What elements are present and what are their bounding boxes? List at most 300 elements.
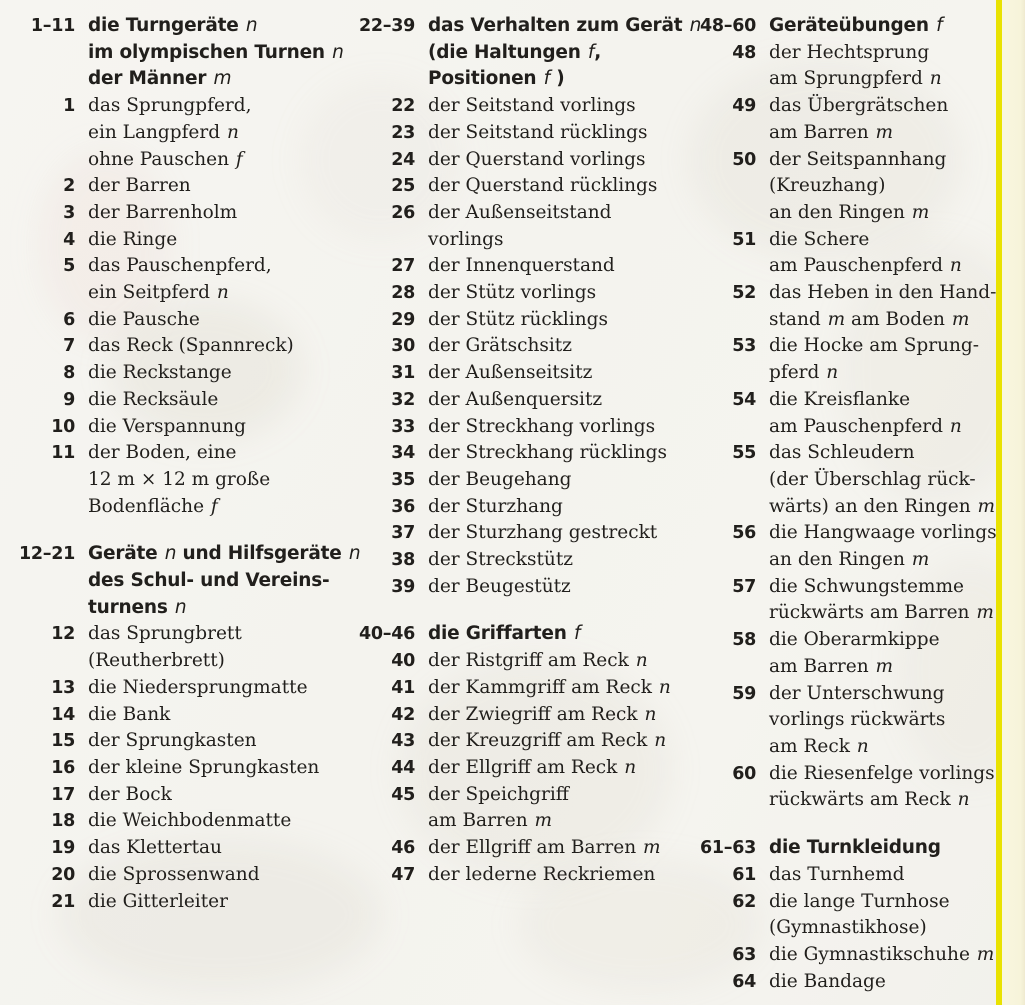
text-segment: das Reck (Spannreck) [88,335,294,357]
entry-number: 13 [51,677,75,698]
entry-number: 61 [732,864,756,885]
text-segment: der Querstand vorlings [428,148,646,170]
entry-line [769,707,1002,734]
text-segment: rückwärts am Reck [769,789,957,811]
text-segment: am Barren [769,655,875,677]
entry-line [769,253,1002,280]
entry-line [88,227,340,254]
gender-marker: n [226,121,239,143]
entry-line [428,702,685,729]
entry-line [88,621,340,648]
text-segment: die Sprossenwand [88,863,260,885]
entry-number: 43 [391,731,415,752]
entry-number: 63 [732,944,756,965]
entry-number: 12 [51,624,75,645]
entry-line [88,702,340,729]
entry-row [9,702,340,729]
entry-row [690,93,1002,146]
text-segment: am Barren [428,810,534,832]
entry-line [88,387,340,414]
entry-line [428,574,685,601]
gender-marker: f [210,495,218,517]
entry-text [428,414,685,441]
text-segment: der Seitstand vorlings [428,95,636,117]
entry-line [769,66,1002,93]
section-heading-row [349,13,702,93]
entry-row [349,547,685,574]
section-heading-row [9,541,361,621]
text-segment: turnens [88,596,174,618]
entry-text [769,93,1002,146]
text-segment: der Sprungkasten [88,730,257,752]
entry-text [428,862,685,889]
entry-line [88,360,340,387]
text-segment: die Oberarmkippe [769,629,940,651]
entry-text [88,782,340,809]
entry-line [769,173,1002,200]
entry-line [88,333,340,360]
text-segment: der Stütz vorlings [428,282,597,304]
entry-row [690,40,1002,93]
gender-marker: n [949,415,962,437]
column-1 [9,13,361,936]
section-heading-row [349,621,685,648]
entry-text [88,755,340,782]
entry-row [349,173,685,200]
gender-marker: m [534,810,553,832]
entry-number: 2 [63,176,75,197]
entry-line [428,360,685,387]
entry-text [769,889,1002,942]
entry-number: 24 [391,149,415,170]
gender-marker: n [348,543,361,565]
entry-text [428,440,685,467]
entry-text [769,40,1002,93]
text-segment: 12 m × 12 m große [88,468,271,490]
entry-number: 27 [391,256,415,277]
text-segment: die Griffarten [428,623,573,645]
entry-number: 53 [732,336,756,357]
text-segment: die Riesenfelge vorlings [769,762,995,784]
entry-text [428,782,685,835]
entry-row [690,280,1002,333]
text-segment: Positionen [428,68,543,90]
entry-line [428,835,685,862]
entry-line [769,915,1002,942]
entry-line [769,387,1002,414]
entry-row [349,728,685,755]
entry-number: 39 [391,576,415,597]
entry-text [428,120,685,147]
entry-line [769,120,1002,147]
gender-marker: m [213,68,232,90]
entry-line [769,574,1002,601]
gender-marker: m [875,121,894,143]
entry-row [9,173,340,200]
text-segment: der Zwiegriff am Reck [428,703,644,725]
text-segment: der Innenquerstand [428,255,615,277]
section-range: 48–60 [700,16,756,36]
entry-number: 56 [732,523,756,544]
entry-text [428,93,685,120]
section-22–39 [349,13,702,600]
entry-number: 60 [732,763,756,784]
entry-row [690,520,1002,573]
gender-marker: n [929,68,942,90]
text-segment: das Turnhemd [769,863,905,885]
section-12–21 [9,541,361,915]
entry-text [769,280,1002,333]
entry-line [428,66,685,93]
entry-text [769,440,1002,520]
text-segment: an den Ringen [769,549,911,571]
entry-number: 19 [51,838,75,859]
entry-text [88,702,340,729]
entry-text [769,761,1002,814]
text-segment: am Barren [769,121,875,143]
text-segment: rückwärts am Barren [769,602,976,624]
entry-text [428,675,685,702]
gender-marker: f [936,15,943,36]
entry-number: 17 [51,784,75,805]
entry-text [428,387,685,414]
entry-line [428,547,685,574]
column-2 [349,13,702,910]
section-range: 40–46 [359,624,415,645]
entry-text [428,520,685,547]
text-segment: der Ellgriff am Barren [428,837,642,859]
text-segment: die lange Turnhose [769,890,950,912]
entry-line [88,889,340,916]
text-segment: (Gymnastikhose) [769,917,927,939]
entry-row [349,200,685,253]
entry-number: 41 [391,677,415,698]
entry-row [9,755,340,782]
entry-row [349,782,685,835]
gender-marker: n [644,703,657,725]
text-segment: der Außenseitsitz [428,362,593,384]
entry-line [769,627,1002,654]
entry-text [428,280,685,307]
entry-line [88,147,340,174]
entry-text [769,862,1002,889]
entry-row [9,360,340,387]
entry-number: 5 [63,256,75,277]
section-title [769,835,1002,862]
entry-line [769,835,1002,862]
text-segment: der Ristgriff am Reck [428,650,635,672]
entry-line [769,654,1002,681]
entry-row [9,675,340,702]
entry-row [349,387,685,414]
column-3 [690,13,1002,1005]
entry-text [428,574,685,601]
entry-text [428,333,685,360]
entry-text [88,835,340,862]
entry-text [428,728,685,755]
text-segment: das Sprungpferd, [88,95,252,117]
gender-marker: m [951,308,970,330]
gender-marker: f [587,41,595,63]
entry-number: 33 [391,416,415,437]
text-segment: die Verspannung [88,415,246,437]
page-edge [1002,0,1025,1005]
gender-marker: f [573,623,581,645]
text-segment: das Klettertau [88,837,222,859]
section-range: 22–39 [359,16,415,36]
entry-line [88,595,340,622]
entry-line [88,40,344,67]
gender-marker: n [856,735,869,757]
entry-text [428,547,685,574]
entry-row [349,520,685,547]
gender-marker: n [826,362,839,384]
text-segment: die Schere [769,228,870,250]
entry-line [428,520,685,547]
entry-number: 16 [51,757,75,778]
entry-text [88,862,340,889]
entry-text [769,227,1002,280]
entry-text [769,627,1002,680]
text-segment: der lederne Reckriemen [428,863,656,885]
text-segment: der Barrenholm [88,201,238,223]
text-segment: vorlings [428,228,504,250]
entry-row [9,621,340,674]
text-segment: die Hocke am Sprung- [769,335,979,357]
text-segment: (Reutherbrett) [88,650,225,672]
entry-line [769,440,1002,467]
entry-number: 40 [391,651,415,672]
entry-number: 28 [391,283,415,304]
entry-row [9,808,340,835]
entry-line [428,728,685,755]
entry-line [769,681,1002,708]
gender-marker: m [976,943,995,965]
gender-marker: n [245,15,258,36]
entry-row [349,835,685,862]
entry-number: 9 [63,389,75,410]
text-segment: der Barren [88,175,191,197]
entry-text [88,675,340,702]
entry-row [9,782,340,809]
entry-line [88,648,340,675]
entry-line [428,120,685,147]
entry-number: 34 [391,443,415,464]
text-segment: der Speichgriff [428,783,569,805]
text-segment: die Kreisflanke [769,388,911,410]
entry-row [349,675,685,702]
entry-number: 57 [732,576,756,597]
entry-number: 15 [51,731,75,752]
section-48–60 [690,13,1002,814]
text-segment: die Recksäule [88,388,219,410]
section-heading-row [690,835,1002,862]
entry-row [349,414,685,441]
text-segment: (der Überschlag rück- [769,468,976,490]
entry-number: 52 [732,283,756,304]
gender-marker: m [977,495,996,517]
text-segment: der Sturzhang [428,495,563,517]
entry-text [428,360,685,387]
text-segment: das Übergrätschen [769,95,949,117]
entry-number: 54 [732,389,756,410]
entry-number: 58 [732,630,756,651]
text-segment: wärts) an den Ringen [769,495,977,517]
entry-line [769,40,1002,67]
entry-row [690,627,1002,680]
entry-line [428,862,685,889]
entry-number: 10 [51,416,75,437]
entry-line [88,782,340,809]
entry-text [428,173,685,200]
entry-row [349,93,685,120]
text-segment: Bodenfläche [88,495,210,517]
entry-line [769,494,1002,521]
entry-number: 7 [63,336,75,357]
entry-number: 46 [391,838,415,859]
text-segment: die Niedersprungmatte [88,676,308,698]
text-segment: an den Ringen [769,201,911,223]
entry-text [769,520,1002,573]
entry-number: 38 [391,550,415,571]
entry-line [769,889,1002,916]
entry-line [428,13,702,40]
gender-marker: n [174,596,187,618]
section-1–11 [9,13,344,520]
entry-line [428,414,685,441]
text-segment: stand [769,308,827,330]
text-segment: die Turngeräte [88,15,245,36]
text-segment: der Männer [88,68,213,90]
entry-row [690,761,1002,814]
text-segment: am Pauschenpferd [769,255,949,277]
text-segment: am Pauschenpferd [769,415,949,437]
text-segment: der Boden, eine [88,442,237,464]
text-segment: das Verhalten zum Gerät [428,15,689,36]
entry-text [769,574,1002,627]
text-segment: der Grätschsitz [428,335,572,357]
entry-line [88,66,340,93]
entry-text [88,387,340,414]
entry-number: 18 [51,811,75,832]
entry-row [349,280,685,307]
entry-number: 30 [391,336,415,357]
entry-text [88,93,340,173]
text-segment: die Turnkleidung [769,837,941,859]
entry-line [88,728,340,755]
entry-line [769,761,1002,788]
entry-line [428,200,685,227]
entry-row [349,147,685,174]
text-segment: der Außenquersitz [428,388,603,410]
gender-marker: n [658,676,671,698]
entry-line [769,360,1002,387]
section-heading-row [690,13,1002,40]
entry-row [690,333,1002,386]
entry-text [428,755,685,782]
entry-text [88,200,340,227]
entry-line [769,280,1002,307]
entry-row [690,862,1002,889]
gender-marker: n [654,730,667,752]
entry-text [88,227,340,254]
entry-number: 64 [732,971,756,992]
entry-number: 32 [391,389,415,410]
gender-marker: n [216,282,229,304]
entry-row [349,360,685,387]
entry-number: 29 [391,309,415,330]
entry-row [690,227,1002,280]
entry-number: 22 [391,96,415,117]
entry-text [88,414,340,441]
entry-line [769,520,1002,547]
entry-row [9,253,340,306]
entry-row [690,942,1002,969]
text-segment: die Bandage [769,970,886,992]
text-segment: das Sprungbrett [88,623,242,645]
text-segment: der Stütz rücklings [428,308,609,330]
entry-text [428,253,685,280]
entry-number: 8 [63,363,75,384]
entry-line [88,253,340,280]
gender-marker: n [689,15,702,36]
entry-row [9,414,340,441]
gender-marker: m [827,308,846,330]
entry-row [9,307,340,334]
text-segment: der Hechtsprung [769,41,930,63]
entry-text [769,333,1002,386]
entry-line [88,568,340,595]
text-segment: der Ellgriff am Reck [428,756,624,778]
entry-line [428,782,685,809]
entry-number: 62 [732,891,756,912]
entry-row [9,387,340,414]
entry-number: 36 [391,496,415,517]
entry-line [88,93,340,120]
entry-line [428,227,685,254]
text-segment: ein Seitpferd [88,282,216,304]
entry-line [769,600,1002,627]
entry-text [88,253,340,306]
text-segment: die Hangwaage vorlings [769,522,997,544]
entry-number: 6 [63,309,75,330]
entry-line [769,547,1002,574]
entry-line [88,467,340,494]
entry-row [690,440,1002,520]
text-segment: und Hilfsgeräte [176,543,348,565]
entry-number: 44 [391,757,415,778]
entry-line [769,13,1002,40]
entry-line [88,862,340,889]
entry-number: 48 [732,42,756,63]
text-segment: der Kammgriff am Reck [428,676,658,698]
entry-line [88,835,340,862]
text-segment: der kleine Sprungkasten [88,756,320,778]
entry-text [769,942,1002,969]
entry-number: 50 [732,149,756,170]
entry-text [769,147,1002,227]
text-segment: Geräteübungen [769,15,936,36]
text-segment: , [594,41,602,63]
entry-row [349,702,685,729]
entry-text [88,333,340,360]
entry-number: 26 [391,202,415,223]
section-range: 12–21 [19,544,75,565]
text-segment: ohne Pauschen [88,148,235,170]
entry-text [428,467,685,494]
text-segment: im olympischen Turnen [88,41,332,63]
entry-line [428,440,685,467]
